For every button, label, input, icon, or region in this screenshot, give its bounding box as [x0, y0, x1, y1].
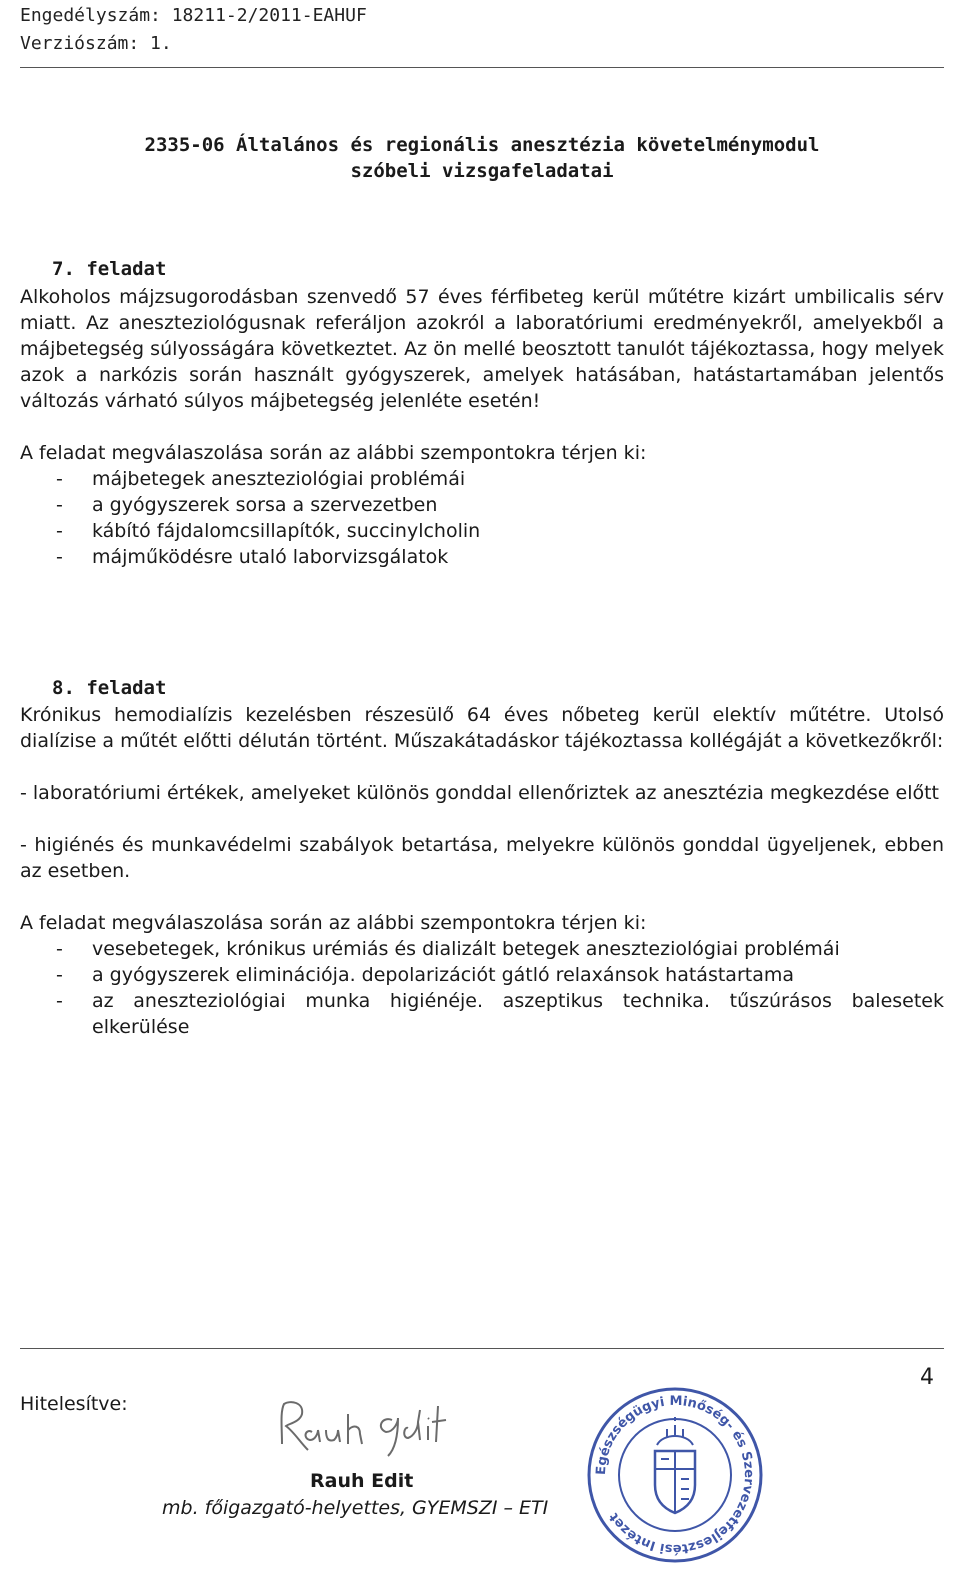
task-8-points: [20, 936, 944, 1040]
header-divider: [20, 67, 944, 68]
page-number: 4: [920, 1365, 934, 1390]
list-item: - a gyógyszerek sorsa a szervezetben: [20, 492, 944, 518]
official-seal: [585, 1385, 765, 1569]
task-8-intro: A feladat megválaszolása során az alábbi szempontokra térjen ki:: [20, 912, 647, 934]
task-8-line-b: - higiénés és munkavédelmi szabályok betartása, melyekre különös gonddal ügyeljenek, ebben az esetben.: [20, 834, 944, 882]
signer-role: mb. főigazgató-helyettes, GYEMSZI – ETI: [162, 1497, 549, 1519]
handwritten-signature: [268, 1392, 488, 1466]
list-item: - vesebetegek, krónikus urémiás és dializált betegek aneszteziológiai problémái: [20, 936, 944, 962]
task-8-heading: 8. feladat: [52, 677, 167, 699]
title-line-1: 2335-06 Általános és regionális anesztézia követelménymodul: [144, 134, 820, 156]
task-8-body: Krónikus hemodialízis kezelésben részesülő 64 éves nőbeteg kerül elektív műtétre. Utolsó dialízise a műtét előtti délután történt. Műszakátadáskor tájékoztassa kollégáját a következőkről:: [20, 704, 944, 752]
version-number: Verziószám: 1.: [20, 33, 172, 54]
task-7-points: [20, 466, 944, 570]
task-8-line-a: - laboratóriumi értékek, amelyeket különös gonddal ellenőriztek az anesztézia megkezdése előtt: [20, 782, 940, 804]
task-7-intro: A feladat megválaszolása során az alábbi szempontokra térjen ki:: [20, 442, 647, 464]
certified-label: Hitelesítve:: [20, 1393, 128, 1415]
task-7-body: Alkoholos májzsugorodásban szenvedő 57 éves férfibeteg kerül műtétre kizárt umbilicalis sérv miatt. Az aneszteziológusnak referáljon azokról a laboratóriumi eredményekről, amelyekből a májbetegség súlyosságára következtet. Az ön mellé beosztott tanulót tájékoztassa, hogy melyek azok a narkózis során használt gyógyszerek, amelyek hatásában, hatástartamában jelentős változás várható súlyos májbetegség jelenléte esetén!: [20, 286, 944, 412]
list-item: - az aneszteziológiai munka higiénéje. aszeptikus technika. tűszúrásos balesetek elkerülése: [20, 988, 944, 1040]
document-title: [20, 132, 944, 184]
signer-name: Rauh Edit: [310, 1470, 414, 1492]
task-7-heading: 7. feladat: [52, 258, 167, 280]
list-item: - májműködésre utaló laborvizsgálatok: [20, 544, 944, 570]
footer-divider: [20, 1348, 944, 1349]
seal-text: Egészségügyi Minőség- és Szervezetfejlesztési Intézet: [593, 1393, 757, 1557]
list-item: - a gyógyszerek eliminációja. depolarizációt gátló relaxánsok hatástartama: [20, 962, 944, 988]
title-line-2: szóbeli vizsgafeladatai: [350, 160, 614, 182]
license-number: Engedélyszám: 18211-2/2011-EAHUF: [20, 5, 367, 26]
list-item: - kábító fájdalomcsillapítók, succinylcholin: [20, 518, 944, 544]
list-item: - májbetegek aneszteziológiai problémái: [20, 466, 944, 492]
